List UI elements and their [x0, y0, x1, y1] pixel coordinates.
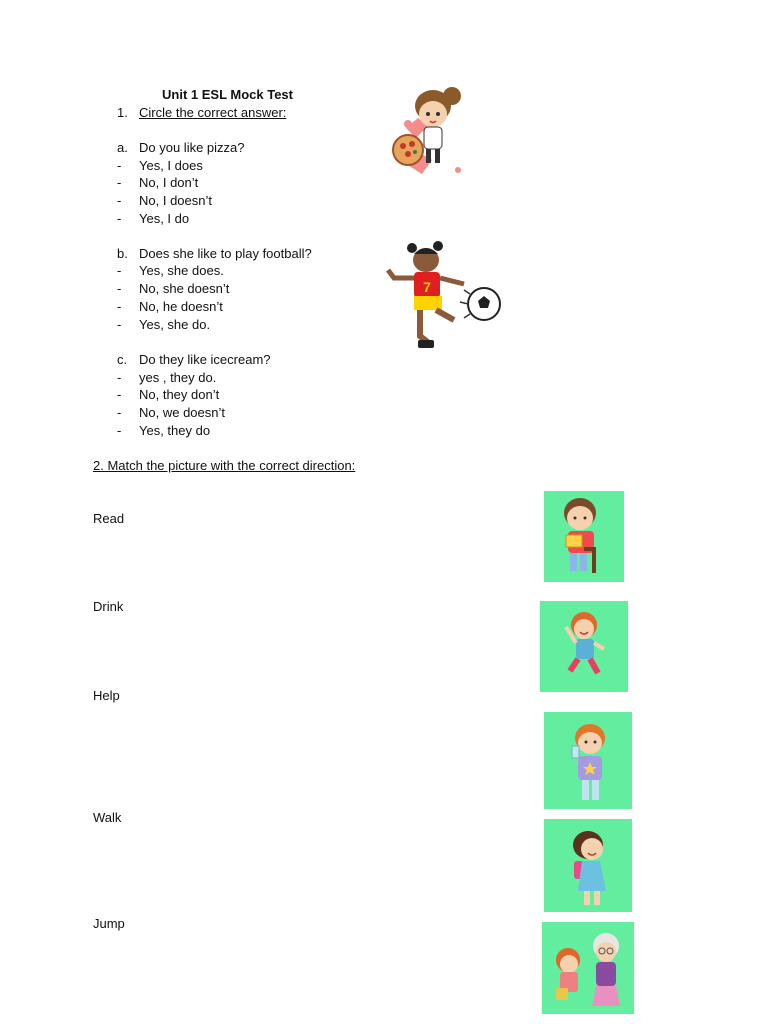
- question-a-option-3[interactable]: No, I doesn’t: [139, 193, 212, 208]
- question-c-letter: c.: [117, 352, 128, 367]
- question-c-text: Do they like icecream?: [139, 352, 271, 367]
- section1-number: 1.: [117, 105, 128, 120]
- question-b-letter: b.: [117, 246, 128, 261]
- option-marker: -: [117, 158, 122, 173]
- question-b-option-1[interactable]: Yes, she does.: [139, 263, 224, 278]
- option-marker: -: [117, 423, 122, 438]
- question-c-option-1[interactable]: yes , they do.: [139, 370, 217, 385]
- boy-jumping-picture[interactable]: [540, 601, 628, 692]
- option-marker: -: [117, 281, 122, 296]
- girl-walking-picture[interactable]: [544, 819, 632, 912]
- section1-instruction: Circle the correct answer:: [139, 105, 287, 120]
- question-a-letter: a.: [117, 140, 128, 155]
- girl-helping-grandma-picture[interactable]: [542, 922, 634, 1014]
- question-b-text: Does she like to play football?: [139, 246, 312, 261]
- question-c-option-2[interactable]: No, they don’t: [139, 387, 220, 402]
- question-a-option-2[interactable]: No, I don’t: [139, 175, 199, 190]
- option-marker: -: [117, 317, 122, 332]
- section2-instruction: 2. Match the picture with the correct direction:: [93, 458, 356, 473]
- boy-reading-picture[interactable]: [544, 491, 624, 582]
- match-word-walk[interactable]: Walk: [93, 810, 122, 825]
- question-b-option-4[interactable]: Yes, she do.: [139, 317, 211, 332]
- option-marker: -: [117, 175, 122, 190]
- question-c-option-3[interactable]: No, we doesn’t: [139, 405, 225, 420]
- match-word-drink[interactable]: Drink: [93, 599, 124, 614]
- question-a-option-1[interactable]: Yes, I does: [139, 158, 203, 173]
- boy-drinking-picture[interactable]: [544, 712, 632, 809]
- option-marker: -: [117, 263, 122, 278]
- option-marker: -: [117, 370, 122, 385]
- option-marker: -: [117, 193, 122, 208]
- page-title: Unit 1 ESL Mock Test: [162, 87, 293, 102]
- option-marker: -: [117, 299, 122, 314]
- question-a-text: Do you like pizza?: [139, 140, 245, 155]
- option-marker: -: [117, 387, 122, 402]
- question-a-option-4[interactable]: Yes, I do: [139, 211, 190, 226]
- option-marker: -: [117, 211, 122, 226]
- girl-kicking-football-illustration: [384, 240, 504, 360]
- match-word-help[interactable]: Help: [93, 688, 120, 703]
- match-word-jump[interactable]: Jump: [93, 916, 125, 931]
- option-marker: -: [117, 405, 122, 420]
- question-b-option-2[interactable]: No, she doesn’t: [139, 281, 230, 296]
- svg-text:7: 7: [423, 279, 431, 295]
- question-b-option-3[interactable]: No, he doesn’t: [139, 299, 223, 314]
- match-word-read[interactable]: Read: [93, 511, 125, 526]
- question-c-option-4[interactable]: Yes, they do: [139, 423, 211, 438]
- girl-with-pizza-illustration: [388, 86, 468, 186]
